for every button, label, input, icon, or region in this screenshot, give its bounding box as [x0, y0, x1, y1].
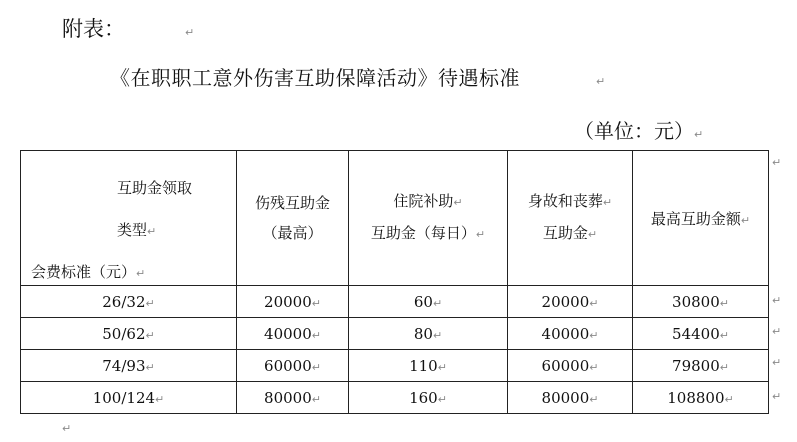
cell-disability: 80000↵ — [237, 382, 349, 414]
header-hospital-subsidy: 住院补助↵ 互助金（每日）↵ — [349, 151, 508, 286]
paragraph-mark-icon: ↵ — [147, 225, 157, 238]
table-row — [21, 350, 769, 382]
paragraph-mark-icon: ↵ — [694, 128, 704, 141]
table-header-row — [21, 151, 769, 286]
cell-fee: 100/124↵ — [21, 382, 237, 414]
cell-max: 54400↵ — [633, 318, 769, 350]
cell-death: 60000↵ — [508, 350, 633, 382]
cell-hospital: 80↵ — [349, 318, 508, 350]
document-title: 《在职职工意外伤害互助保障活动》待遇标准 ↵ — [110, 66, 606, 90]
cell-death: 80000↵ — [508, 382, 633, 414]
cell-death: 40000↵ — [508, 318, 633, 350]
corner-label-fee-standard: 会费标准（元）↵ — [31, 263, 146, 281]
cell-disability: 60000↵ — [237, 350, 349, 382]
cell-fee: 50/62↵ — [21, 318, 237, 350]
header-corner-cell — [21, 151, 237, 286]
table-row — [21, 318, 769, 350]
cell-max: 30800↵ — [633, 286, 769, 318]
cell-hospital: 60↵ — [349, 286, 508, 318]
benefit-standard-table — [20, 150, 769, 414]
cell-hospital: 110↵ — [349, 350, 508, 382]
paragraph-mark-icon: ↵ — [136, 267, 146, 280]
cell-disability: 20000↵ — [237, 286, 349, 318]
row-end-mark-icon: ↵ — [772, 325, 782, 338]
cell-death: 20000↵ — [508, 286, 633, 318]
table-row — [21, 382, 769, 414]
row-end-mark-icon: ↵ — [772, 390, 782, 403]
cell-fee: 74/93↵ — [21, 350, 237, 382]
row-end-mark-icon: ↵ — [772, 294, 782, 307]
unit-note: （单位：元）↵ — [574, 119, 704, 143]
paragraph-mark-icon: ↵ — [185, 26, 195, 39]
cell-hospital: 160↵ — [349, 382, 508, 414]
header-disability-benefit: 伤残互助金 （最高） — [237, 151, 349, 286]
attachment-heading: 附表： ↵ — [62, 17, 195, 41]
cell-max: 108800↵ — [633, 382, 769, 414]
header-death-funeral-benefit: 身故和丧葬↵ 互助金↵ — [508, 151, 633, 286]
table-row — [21, 286, 769, 318]
cell-disability: 40000↵ — [237, 318, 349, 350]
cell-max: 79800↵ — [633, 350, 769, 382]
paragraph-mark-icon: ↵ — [596, 75, 606, 88]
corner-label-benefit-type: 互助金领取 — [117, 179, 193, 197]
row-end-mark-icon: ↵ — [772, 356, 782, 369]
header-max-benefit: 最高互助金额↵ — [633, 151, 769, 286]
paragraph-mark-icon: ↵ — [62, 422, 72, 435]
corner-label-type: 类型↵ — [117, 221, 157, 239]
row-end-mark-icon: ↵ — [772, 156, 782, 169]
cell-fee: 26/32↵ — [21, 286, 237, 318]
